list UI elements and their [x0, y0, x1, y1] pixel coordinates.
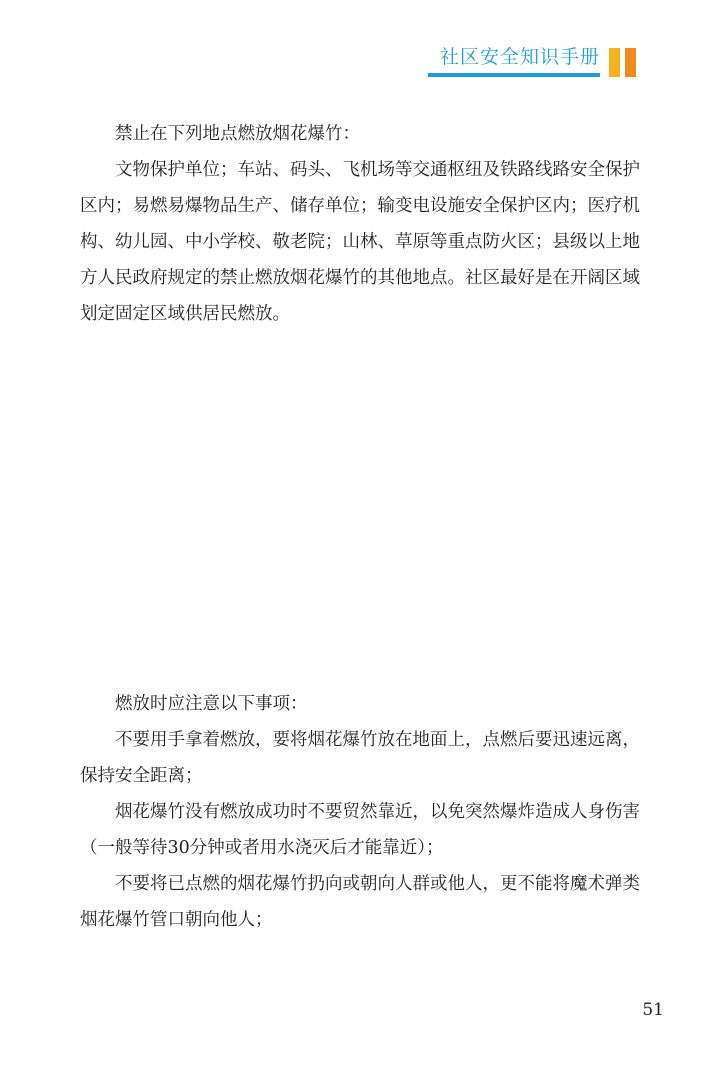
- section-heading: 燃放时应注意以下事项：: [115, 694, 308, 714]
- section-heading: 禁止在下列地点燃放烟花爆竹：: [115, 124, 360, 144]
- header-title: 社区安全知识手册: [439, 46, 600, 68]
- section-prohibited-locations: [80, 116, 640, 332]
- list-item: 不要将已点燃的烟花爆竹扔向或朝向人群或他人，更不能将魔术弹类烟花爆竹管口朝向他人；: [80, 874, 640, 930]
- header-underline: [428, 73, 600, 77]
- list-item: 不要用手拿着燃放，要将烟花爆竹放在地面上，点燃后要迅速远离，保持安全距离；: [80, 730, 640, 786]
- page-number: 51: [642, 1000, 664, 1020]
- accent-bar-yellow: [609, 48, 620, 77]
- section-paragraph: 文物保护单位；车站、码头、飞机场等交通枢纽及铁路线路安全保护区内；易燃易爆物品生产、储存单位；输变电设施安全保护区内；医疗机构、幼儿园、中小学校、敬老院；山林、草原等重点防火区；县级以上地方人民政府规定的禁止燃放烟花爆竹的其他地点。社区最好是在开阔区域划定固定区域供居民燃放。: [80, 160, 640, 324]
- accent-bar-orange: [625, 48, 636, 77]
- section-precautions: [80, 686, 640, 938]
- list-item: 烟花爆竹没有燃放成功时不要贸然靠近，以免突然爆炸造成人身伤害（一般等待30分钟或者用水浇灭后才能靠近）；: [80, 802, 640, 858]
